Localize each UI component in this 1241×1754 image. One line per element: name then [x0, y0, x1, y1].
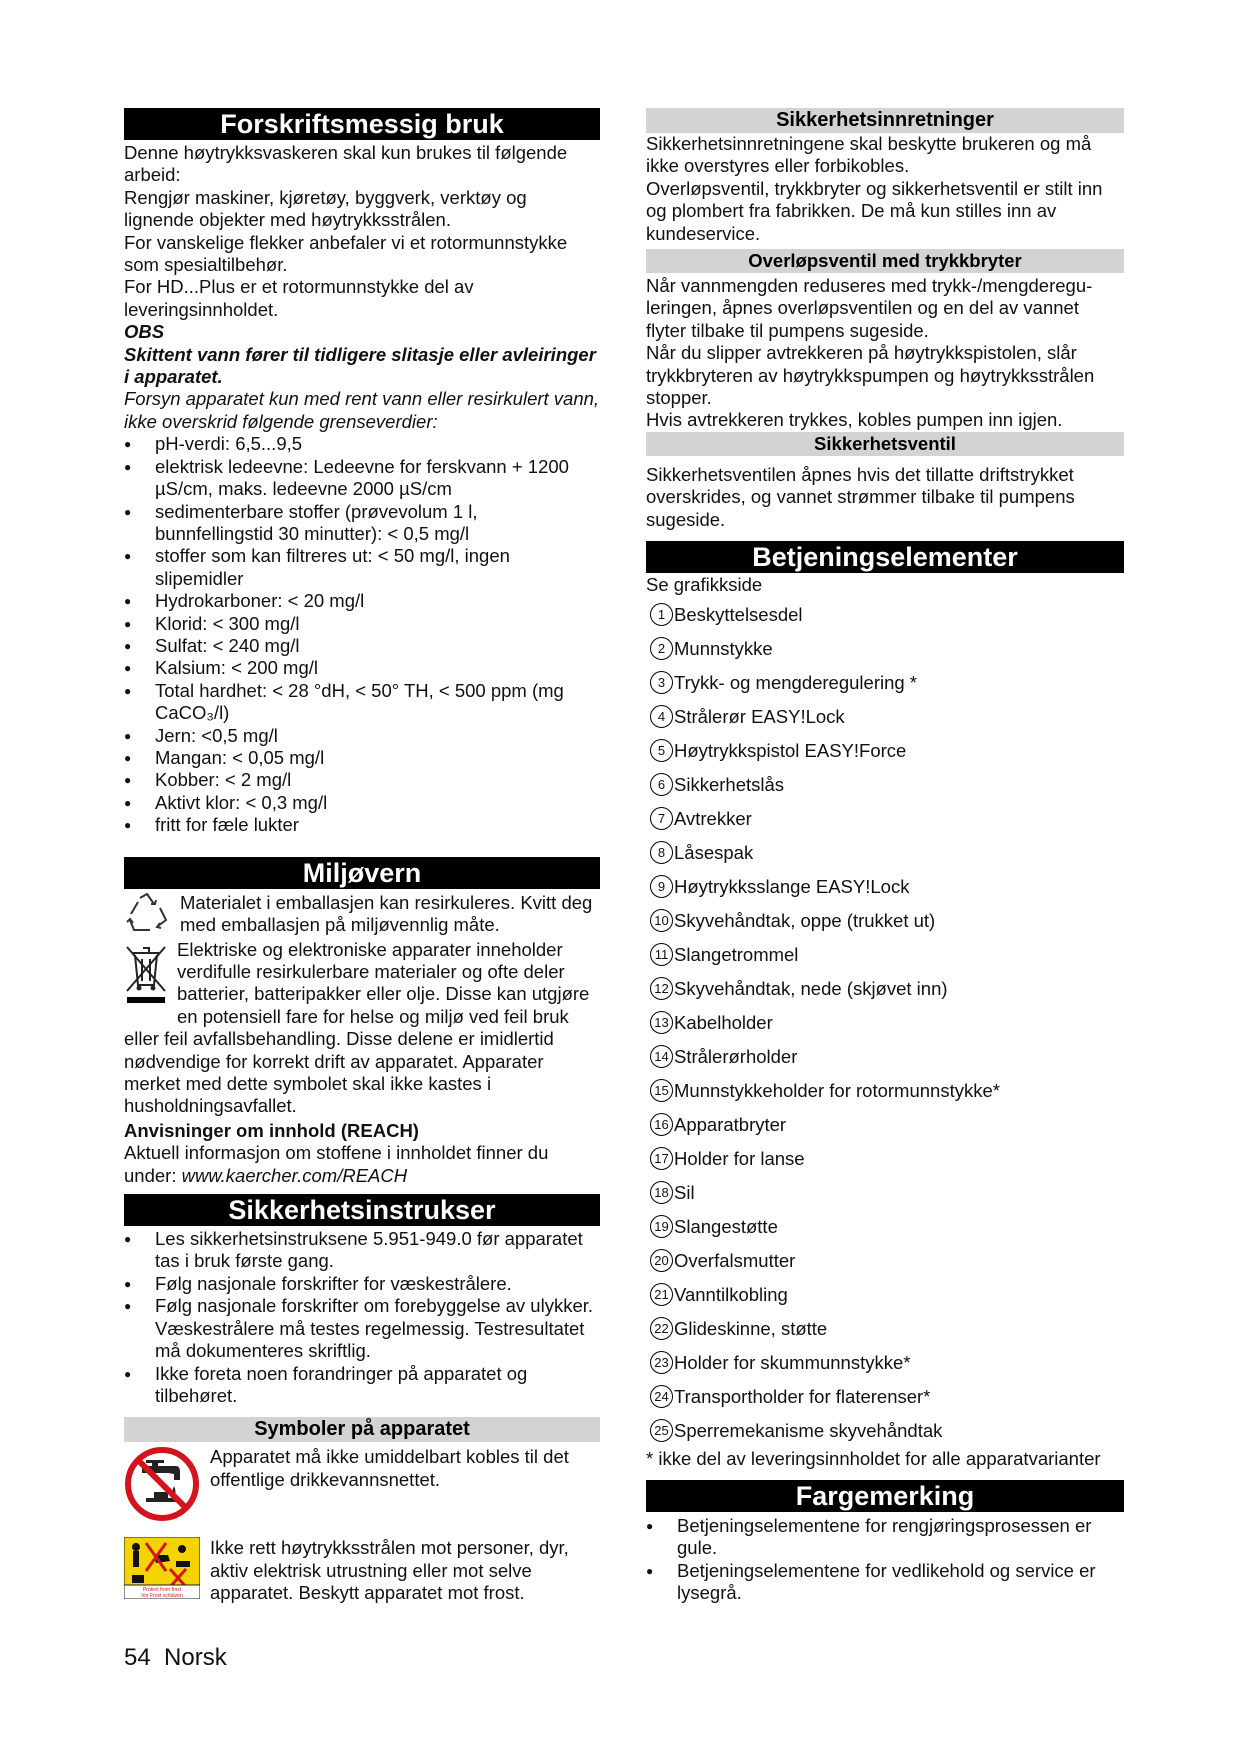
control-element-item	[646, 802, 1124, 836]
item-label: Skyvehåndtak, nede (skjøvet inn)	[674, 977, 948, 999]
item-number-badge: 19	[650, 1215, 673, 1238]
list-item: ● Kobber: < 2 mg/l	[124, 769, 600, 791]
item-number-badge: 5	[650, 739, 673, 762]
item-number-badge: 11	[650, 943, 673, 966]
paragraph: Materialet i emballasjen kan resirkuleres. Kvitt deg med emballasjen på miljøvennlig måte.	[180, 891, 593, 935]
control-element-item	[646, 1006, 1124, 1040]
paragraph: Når du slipper avtrekkeren på høytrykkspistolen, slår trykkbryteren av høytrykkspumpen og høytrykksstrålen stopper.	[646, 342, 1095, 409]
section-heading-sikkerhetsinstrukser: Sikkerhetsinstrukser	[124, 1194, 600, 1226]
control-element-item	[646, 1074, 1124, 1108]
page-footer	[124, 1644, 227, 1672]
section-heading-sikkerhetsinnretninger: Sikkerhetsinnretninger	[646, 108, 1124, 133]
recycle-icon	[124, 892, 180, 939]
item-label: Overfalsmutter	[674, 1249, 796, 1271]
reach-paragraph: Aktuell informasjon om stoffene i innholdet finner du under: www.kaercher.com/REACH	[124, 1142, 549, 1186]
item-label: Beskyttelsesdel	[674, 603, 803, 625]
item-label: Høytrykkspistol EASY!Force	[674, 739, 907, 761]
item-label: Kabelholder	[674, 1011, 773, 1033]
control-element-item	[646, 734, 1124, 768]
item-number-badge: 10	[650, 909, 673, 932]
item-number-badge: 15	[650, 1079, 673, 1102]
item-number-badge: 24	[650, 1385, 673, 1408]
control-element-item	[646, 1176, 1124, 1210]
control-element-item	[646, 1312, 1124, 1346]
item-number-badge: 12	[650, 977, 673, 1000]
list-item: ● Ikke foreta noen forandringer på apparatet og tilbehøret.	[124, 1363, 600, 1408]
list-item: ● pH-verdi: 6,5...9,5	[124, 433, 600, 455]
paragraph: For HD...Plus er et rotormunnstykke del av leveringsinnholdet.	[124, 276, 474, 320]
list-item: ● Kalsium: < 200 mg/l	[124, 657, 600, 679]
list-item: ● Hydrokarboner: < 20 mg/l	[124, 590, 600, 612]
paragraph: Hvis avtrekkeren trykkes, kobles pumpen inn igjen.	[646, 409, 1063, 431]
item-number-badge: 14	[650, 1045, 673, 1068]
list-item: ● Klorid: < 300 mg/l	[124, 613, 600, 635]
paragraph: Rengjør maskiner, kjøretøy, byggverk, verktøy og lignende objekter med høytrykksstrålen.	[124, 186, 527, 231]
control-element-item	[646, 938, 1124, 972]
item-label: Sil	[674, 1181, 695, 1203]
item-label: Slangestøtte	[674, 1215, 778, 1237]
item-label: Sperremekanisme skyvehåndtak	[674, 1419, 943, 1441]
item-number-badge: 13	[650, 1011, 673, 1034]
paragraph: Når vannmengden reduseres med trykk-/mengdereguleringen, åpnes overløpsventilen og en del av vannet flyter tilbake til pumpens sugeside.	[646, 275, 1093, 341]
footnote: * ikke del av leveringsinnholdet for alle apparatvarianter	[646, 1447, 1101, 1469]
control-element-item	[646, 904, 1124, 938]
paragraph: Se grafikkside	[646, 574, 763, 596]
page-language: Norsk	[164, 1644, 227, 1671]
section-heading-symboler: Symboler på apparatet	[124, 1417, 600, 1442]
list-item: ● Betjeningselementene for rengjøringsprosessen er gule.	[646, 1515, 1124, 1560]
weee-bin-icon	[124, 941, 168, 1003]
item-label: Låsespak	[674, 841, 754, 863]
safety-list	[124, 1228, 600, 1407]
control-element-item	[646, 768, 1124, 802]
item-label: Glideskinne, støtte	[674, 1317, 828, 1339]
control-element-item	[646, 666, 1124, 700]
left-column	[124, 108, 600, 1605]
subheading-sikkerhetsventil: Sikkerhetsventil	[646, 432, 1124, 456]
paragraph: Ikke rett høytrykksstrålen mot personer, dyr, aktiv elektrisk utrustning eller mot selve apparatet. Beskytt apparatet mot frost.	[210, 1537, 569, 1604]
right-column	[646, 108, 1124, 1605]
list-item: ● Jern: <0,5 mg/l	[124, 725, 600, 747]
list-item: ● Sulfat: < 240 mg/l	[124, 635, 600, 657]
control-element-item	[646, 836, 1124, 870]
reach-heading: Anvisninger om innhold (REACH)	[124, 1119, 419, 1141]
item-label: Høytrykksslange EASY!Lock	[674, 875, 910, 897]
control-element-item	[646, 870, 1124, 904]
control-element-item	[646, 972, 1124, 1006]
frost-label-de: Vor Frost schützen	[141, 1593, 183, 1600]
list-item: ● Total hardhet: < 28 °dH, < 50° TH, < 500 ppm (mg CaCO₃/l)	[124, 680, 600, 725]
obs-note: Forsyn apparatet kun med rent vann eller resirkulert vann, ikke overskrid følgende grenseverdier:	[124, 388, 600, 432]
control-element-item	[646, 598, 1124, 632]
item-number-badge: 16	[650, 1113, 673, 1136]
weee-note	[124, 939, 600, 1118]
item-number-badge: 1	[650, 603, 673, 626]
frost-label-en: Protect from frost	[142, 1587, 182, 1594]
limit-values-list	[124, 433, 600, 836]
control-element-item	[646, 1210, 1124, 1244]
item-number-badge: 2	[650, 637, 673, 660]
no-drinking-water-icon	[124, 1446, 210, 1527]
paragraph: Apparatet må ikke umiddelbart kobles til det offentlige drikkevannsnettet.	[210, 1446, 569, 1490]
list-item: ● Følg nasjonale forskrifter om forebyggelse av ulykker. Væskestrålere må testes regelmessig. Testresultatet må dokumenteres skriftlig.	[124, 1295, 600, 1362]
obs-label: OBS	[124, 321, 165, 343]
paragraph: For vanskelige flekker anbefaler vi et rotormunnstykke som spesialtilbehør.	[124, 231, 568, 276]
item-number-badge: 9	[650, 875, 673, 898]
section-heading-forskriftsmessig-bruk: Forskriftsmessig bruk	[124, 108, 600, 140]
control-elements-list	[646, 598, 1124, 1448]
obs-warning: Skittent vann fører til tidligere slitasje eller avleiringer i apparatet.	[124, 343, 596, 388]
list-item: ● Aktivt klor: < 0,3 mg/l	[124, 792, 600, 814]
item-label: Apparatbryter	[674, 1113, 787, 1135]
item-number-badge: 18	[650, 1181, 673, 1204]
control-element-item	[646, 1040, 1124, 1074]
list-item: ● Les sikkerhetsinstruksene 5.951-949.0 før apparatet tas i bruk første gang.	[124, 1228, 600, 1273]
subheading-overlopsventil: Overløpsventil med trykkbryter	[646, 249, 1124, 273]
item-label: Holder for skummunnstykke*	[674, 1351, 911, 1373]
item-number-badge: 7	[650, 807, 673, 830]
list-item: ● Mangan: < 0,05 mg/l	[124, 747, 600, 769]
item-number-badge: 17	[650, 1147, 673, 1170]
paragraph: Overløpsventil, trykkbryter og sikkerhetsventil er stilt inn og plombert fra fabrikken. De må kun stilles inn av kundeservice.	[646, 177, 1103, 244]
control-element-item	[646, 1346, 1124, 1380]
item-label: Trykk- og mengderegulering *	[674, 671, 918, 693]
control-element-item	[646, 632, 1124, 666]
item-number-badge: 8	[650, 841, 673, 864]
item-number-badge: 21	[650, 1283, 673, 1306]
item-number-badge: 4	[650, 705, 673, 728]
item-label: Vanntilkobling	[674, 1283, 788, 1305]
item-number-badge: 20	[650, 1249, 673, 1272]
paragraph: Elektriske og elektroniske apparater inneholder verdifulle resirkulerbare materialer og ofte deler batterier, batteripakker eller olje. Disse kan utgjøre en potensiell fare for helse og miljø ved feil bruk eller feil avfallsbehandling. Disse delene er imidlertid nødvendige for korrekt drift av apparatet. Apparater merket med dette symbolet skal ikke kastes i husholdningsavfallet.	[124, 938, 590, 1117]
list-item: ● elektrisk ledeevne: Ledeevne for ferskvann + 1200 µS/cm, maks. ledeevne 2000 µS/cm	[124, 456, 600, 501]
paragraph: Denne høytrykksvaskeren skal kun brukes til følgende arbeid:	[124, 142, 568, 186]
item-label: Munnstykke	[674, 637, 773, 659]
list-item: ● fritt for fæle lukter	[124, 814, 600, 836]
section-heading-fargemerking: Fargemerking	[646, 1480, 1124, 1512]
item-label: Avtrekker	[674, 807, 752, 829]
control-element-item	[646, 1108, 1124, 1142]
item-label: Sikkerhetslås	[674, 773, 785, 795]
item-number-badge: 25	[650, 1419, 673, 1442]
item-label: Slangetrommel	[674, 943, 799, 965]
list-item: ● Betjeningselementene for vedlikehold og service er lysegrå.	[646, 1560, 1124, 1605]
color-coding-list	[646, 1515, 1124, 1605]
drinking-water-note	[124, 1446, 600, 1527]
item-label: Holder for lanse	[674, 1147, 805, 1169]
item-number-badge: 3	[650, 671, 673, 694]
high-pressure-warning-note	[124, 1537, 600, 1604]
list-item: ● stoffer som kan filtreres ut: < 50 mg/l, ingen slipemidler	[124, 545, 600, 590]
control-element-item	[646, 1142, 1124, 1176]
item-label: Transportholder for flaterenser*	[674, 1385, 931, 1407]
section-heading-miljovern: Miljøvern	[124, 857, 600, 889]
item-label: Skyvehåndtak, oppe (trukket ut)	[674, 909, 936, 931]
item-number-badge: 23	[650, 1351, 673, 1374]
list-item: ● Følg nasjonale forskrifter for væskestrålere.	[124, 1273, 600, 1295]
control-element-item	[646, 1414, 1124, 1448]
control-element-item	[646, 1380, 1124, 1414]
item-number-badge: 6	[650, 773, 673, 796]
paragraph: Sikkerhetsventilen åpnes hvis det tillatte driftstrykket overskrides, og vannet strømmer tilbake til pumpens sugeside.	[646, 463, 1075, 530]
control-element-item	[646, 1278, 1124, 1312]
item-label: Munnstykkeholder for rotormunnstykke*	[674, 1079, 1000, 1101]
list-item: ● sedimenterbare stoffer (prøvevolum 1 l, bunnfellingstid 30 minutter): < 0,5 mg/l	[124, 501, 600, 546]
recycle-note	[124, 892, 600, 939]
reach-link[interactable]: www.kaercher.com/REACH	[181, 1164, 408, 1186]
page-number: 54	[124, 1644, 151, 1671]
high-pressure-warning-label-icon	[124, 1537, 210, 1604]
item-label: Strålerørholder	[674, 1045, 798, 1067]
section-heading-betjeningselementer: Betjeningselementer	[646, 541, 1124, 573]
item-number-badge: 22	[650, 1317, 673, 1340]
control-element-item	[646, 700, 1124, 734]
item-label: Strålerør EASY!Lock	[674, 705, 845, 727]
paragraph: Sikkerhetsinnretningene skal beskytte brukeren og må ikke overstyres eller forbikobles.	[646, 133, 1092, 177]
control-element-item	[646, 1244, 1124, 1278]
